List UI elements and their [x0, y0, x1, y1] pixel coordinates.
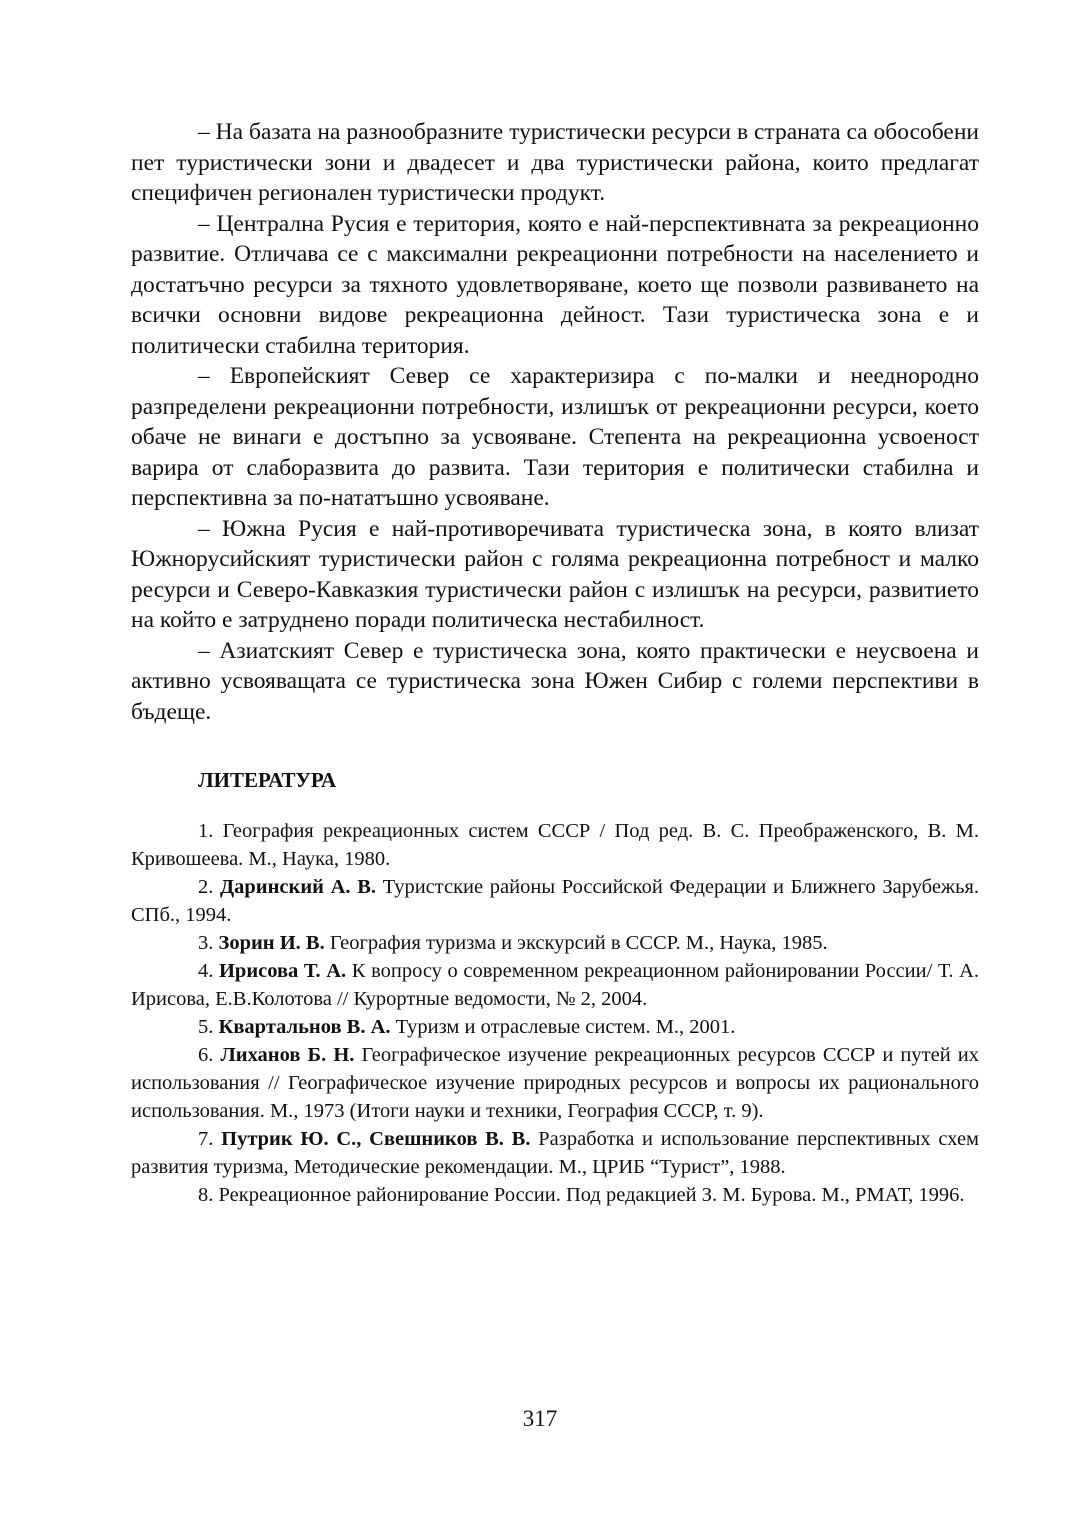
reference-item-5: [131, 1013, 979, 1041]
reference-text: К вопросу о современном рекреационном районировании России/ Т. А. Ирисова, Е.В.Колотова // Курортные ведомости, № 2, 2004.: [131, 960, 980, 1010]
reference-text: География рекреационных систем СССР / Под ред. В. С. Преображенского, В. М. Кривошеева. М., Наука, 1980.: [131, 820, 979, 870]
reference-item-7: [131, 1125, 979, 1181]
reference-number: 5.: [198, 1016, 214, 1038]
reference-author: Лиханов Б. Н.: [220, 1044, 355, 1066]
reference-number: 1.: [198, 820, 214, 842]
reference-author: Путрик Ю. С., Свешников В. В.: [221, 1128, 531, 1150]
reference-item-6: [131, 1041, 979, 1125]
reference-text: Туристские районы Российской Федерации и Ближнего Зарубежья. СПб., 1994.: [131, 876, 979, 926]
reference-item-8: [131, 1181, 979, 1209]
reference-text: География туризма и экскурсий в СССР. М., Наука, 1985.: [329, 932, 828, 954]
reference-number: 6.: [198, 1044, 214, 1066]
page-number: 317: [522, 1406, 558, 1431]
reference-number: 3.: [198, 932, 214, 954]
reference-author: Ирисова Т. А.: [218, 960, 347, 982]
reference-author: Зорин И. В.: [218, 932, 325, 954]
reference-text: Рекреационное районирование России. Под редакцией З. М. Бурова. М., РМАТ, 1996.: [218, 1184, 965, 1206]
literature-heading: ЛИТЕРАТУРА: [198, 768, 337, 792]
reference-text: Разработка и использование перспективных схем развития туризма, Методические рекомендации. М., ЦРИБ “Турист”, 1988.: [131, 1128, 980, 1178]
body-paragraph-4: – Южна Русия е най-противоречивата туристическа зона, в която влизат Южнорусийският туристически район с голяма рекреационна потребност и малко ресурси и Северо-Кавказкия туристически район с излишък на ресурси, развитието на който е затруднено поради политическа нестабилност.: [131, 515, 979, 633]
reference-number: 2.: [198, 876, 214, 898]
reference-item-2: [131, 873, 979, 929]
page-content: [131, 117, 979, 1209]
body-paragraph-3: – Европейският Север се характеризира с по-малки и нееднородно разпределени рекреационни потребности, излишък от рекреационни ресурси, което обаче не винаги е достъпно за усвояване. Степента на рекреационна усвоеност варира от слаборазвита до развита. Тази територия е политически стабилна и перспективна за по-нататъшно усвояване.: [131, 363, 979, 511]
reference-number: 7.: [198, 1128, 214, 1150]
body-paragraph-2: – Централна Русия е територия, която е най-перспективната за рекреационно развитие. Отличава се с максимални рекреационни потребности на населението и достатъчно ресурси за тяхното удовлетворяване, което ще позволи развиването на всички основни видове рекреационна дейност. Тази туристическа зона е и политически стабилна територия.: [131, 210, 979, 359]
body-paragraph-5: – Азиатският Север е туристическа зона, която практически е неусвоена и активно усвояващата се туристическа зона Южен Сибир с големи перспективи в бъдеще.: [131, 637, 979, 725]
reference-number: 8.: [198, 1184, 214, 1206]
body-paragraph-1: – На базата на разнообразните туристически ресурси в страната са обособени пет туристически зони и двадесет и два туристически района, които предлагат специфичен регионален туристически продукт.: [131, 119, 979, 206]
reference-number: 4.: [198, 960, 214, 982]
reference-author: Квартальнов В. А.: [218, 1016, 391, 1038]
reference-list: [131, 817, 979, 1209]
reference-item-1: [131, 817, 979, 873]
reference-item-4: [131, 957, 979, 1013]
reference-text: Географическое изучение рекреационных ресурсов СССР и путей их использования // Географическое изучение природных ресурсов и вопросы их рационального использования. М., 1973 (Итоги науки и техники, География СССР, т. 9).: [131, 1044, 980, 1122]
reference-text: Туризм и отраслевые систем. М., 2001.: [395, 1016, 736, 1038]
reference-author: Даринский А. В.: [220, 876, 377, 898]
reference-item-3: [131, 929, 979, 957]
